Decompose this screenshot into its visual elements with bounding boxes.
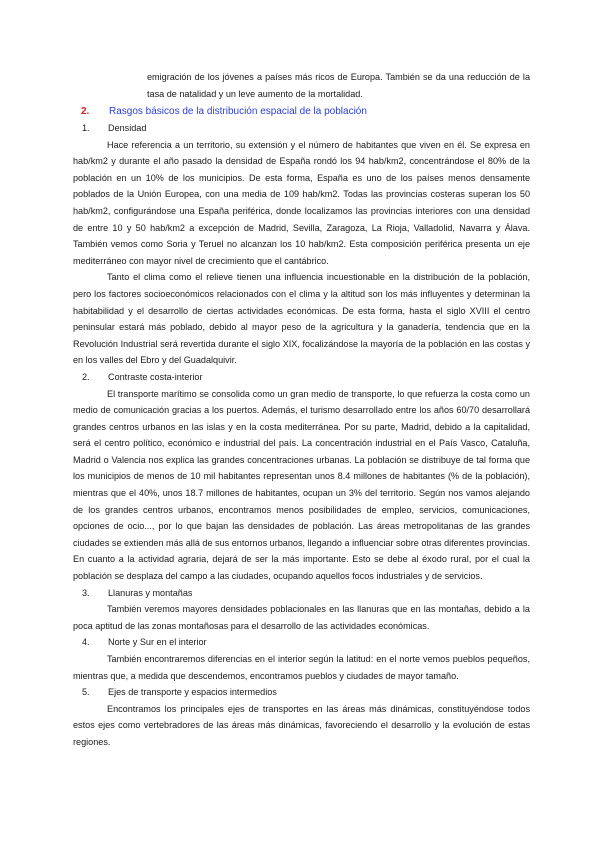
paragraph: Hace referencia a un territorio, su extensión y el número de habitantes que viven en él. Se expresa en hab/km2 y durante el año pasado la densidad de España rondó los 94 hab/km2, concentrándose el 80% de la población en un 10% de los municipios. De esta forma, España es uno de los países menos densamente poblados de la Unión Europea, con una media de 109 hab/km2. Todas las provincias costeras superan los 50 hab/km2, configurándose una España periférica, donde localizamos las provincias interiores con una densidad de entre 10 y 50 hab/km2 a excepción de Madrid, Sevilla, Zaragoza, La Rioja, Valladolid, Navarra y Álava. También vemos como Soria y Teruel no alcanzan los 10 hab/km2. Esta composición periférica presenta un eje mediterráneo con mayor nivel de crecimiento que el cantábrico. [73, 139, 530, 266]
subsection-heading-4: 4. Norte y Sur en el interior [82, 637, 207, 648]
subsection-title: Llanuras y montañas [108, 587, 193, 598]
subsection-title: Norte y Sur en el interior [108, 637, 207, 648]
section-heading [81, 104, 541, 121]
subsection-title: Contraste costa-interior [108, 371, 203, 382]
subsection-title: Ejes de transporte y espacios intermedios [108, 687, 277, 698]
section-body [73, 120, 530, 751]
paragraph: El transporte marítimo se consolida como un gran medio de transporte, lo que refuerza la costa como un medio de comunicación gracias a los puertos. Además, el turismo desarrollado entre los años 60/70 desarrollará grandes centros urbanos en las islas y en la costa mediterránea. Por su parte, Madrid, debido a la capitalidad, será el centro político, económico e industrial del país. La concentración industrial en el País Vasco, Cataluña, Madrid o Valencia nos explica las grandes concentraciones urbanas. La población se distribuye de tal forma que los municipios de menos de 10 mil habitantes representan unos 8.4 millones de habitantes (% de la población), mientras que el 40%, unos 18.7 millones de habitantes, ocupan un 3% del territorio. Según nos vamos alejando de los grandes centros urbanos, encontramos menos posibilidades de empleo, servicios, comunicaciones, opciones de ocio..., por lo que bajan las densidades de población. Las áreas metropolitanas de las grandes ciudades se extienden más allá de sus entornos urbanos, llegando a influenciar sobre otras diferentes provincias. En cuanto a la actividad agraria, dejará de ser la más importante. Esto se debe al éxodo rural, por el cual la población se desplaza del campo a las ciudades, ocupando aquellos focos industriales y de servicios. [73, 388, 530, 582]
paragraph: Tanto el clima como el relieve tienen una influencia incuestionable en la distribución de la población, pero los factores socioeconómicos relacionados con el clima y la altitud son los más influyentes y determinan la habitabilidad y el desarrollo de ciertas actividades económicas. De esta forma, hasta el siglo XVIII el centro peninsular estará más poblado, debido al mayor peso de la agricultura y la ganadería, tendencia que en la Revolución Industrial será revertida durante el siglo XIX, focalizándose la mayoría de la población en las costas y en los valles del Ebro y del Guadalquivir. [73, 272, 530, 366]
subsection-heading-2: 2. Contraste costa-interior [82, 371, 203, 382]
paragraph: También veremos mayores densidades poblacionales en las llanuras que en las montañas, debido a la poca aptitud de las zonas montañosas para el desarrollo de las actividades económicas. [73, 604, 530, 631]
paragraph: Encontramos los principales ejes de transportes en las áreas más dinámicas, constituyéndose todos estos ejes como vertebradores de las áreas más dinámicas, favoreciendo el desarrollo y la evolución de estas regiones. [73, 703, 530, 747]
section-number: 2. [81, 106, 90, 117]
subsection-heading-5: 5. Ejes de transporte y espacios intermedios [82, 687, 277, 698]
intro-continuation: emigración de los jóvenes a países más ricos de Europa. También se da una reducción de la tasa de natalidad y un leve aumento de la mortalidad. [147, 72, 530, 99]
subsection-title: Densidad [108, 123, 147, 133]
subsection-heading-3: 3. Llanuras y montañas [82, 587, 193, 598]
subsection-heading-1: 1. Densidad [82, 123, 147, 133]
section-title: Rasgos básicos de la distribución espacial de la población [109, 106, 367, 117]
paragraph: También encontraremos diferencias en el interior según la latitud: en el norte vemos pueblos pequeños, mientras que, a medida que descendemos, encontramos pueblos y ciudades de mayor tamaño. [73, 654, 530, 681]
